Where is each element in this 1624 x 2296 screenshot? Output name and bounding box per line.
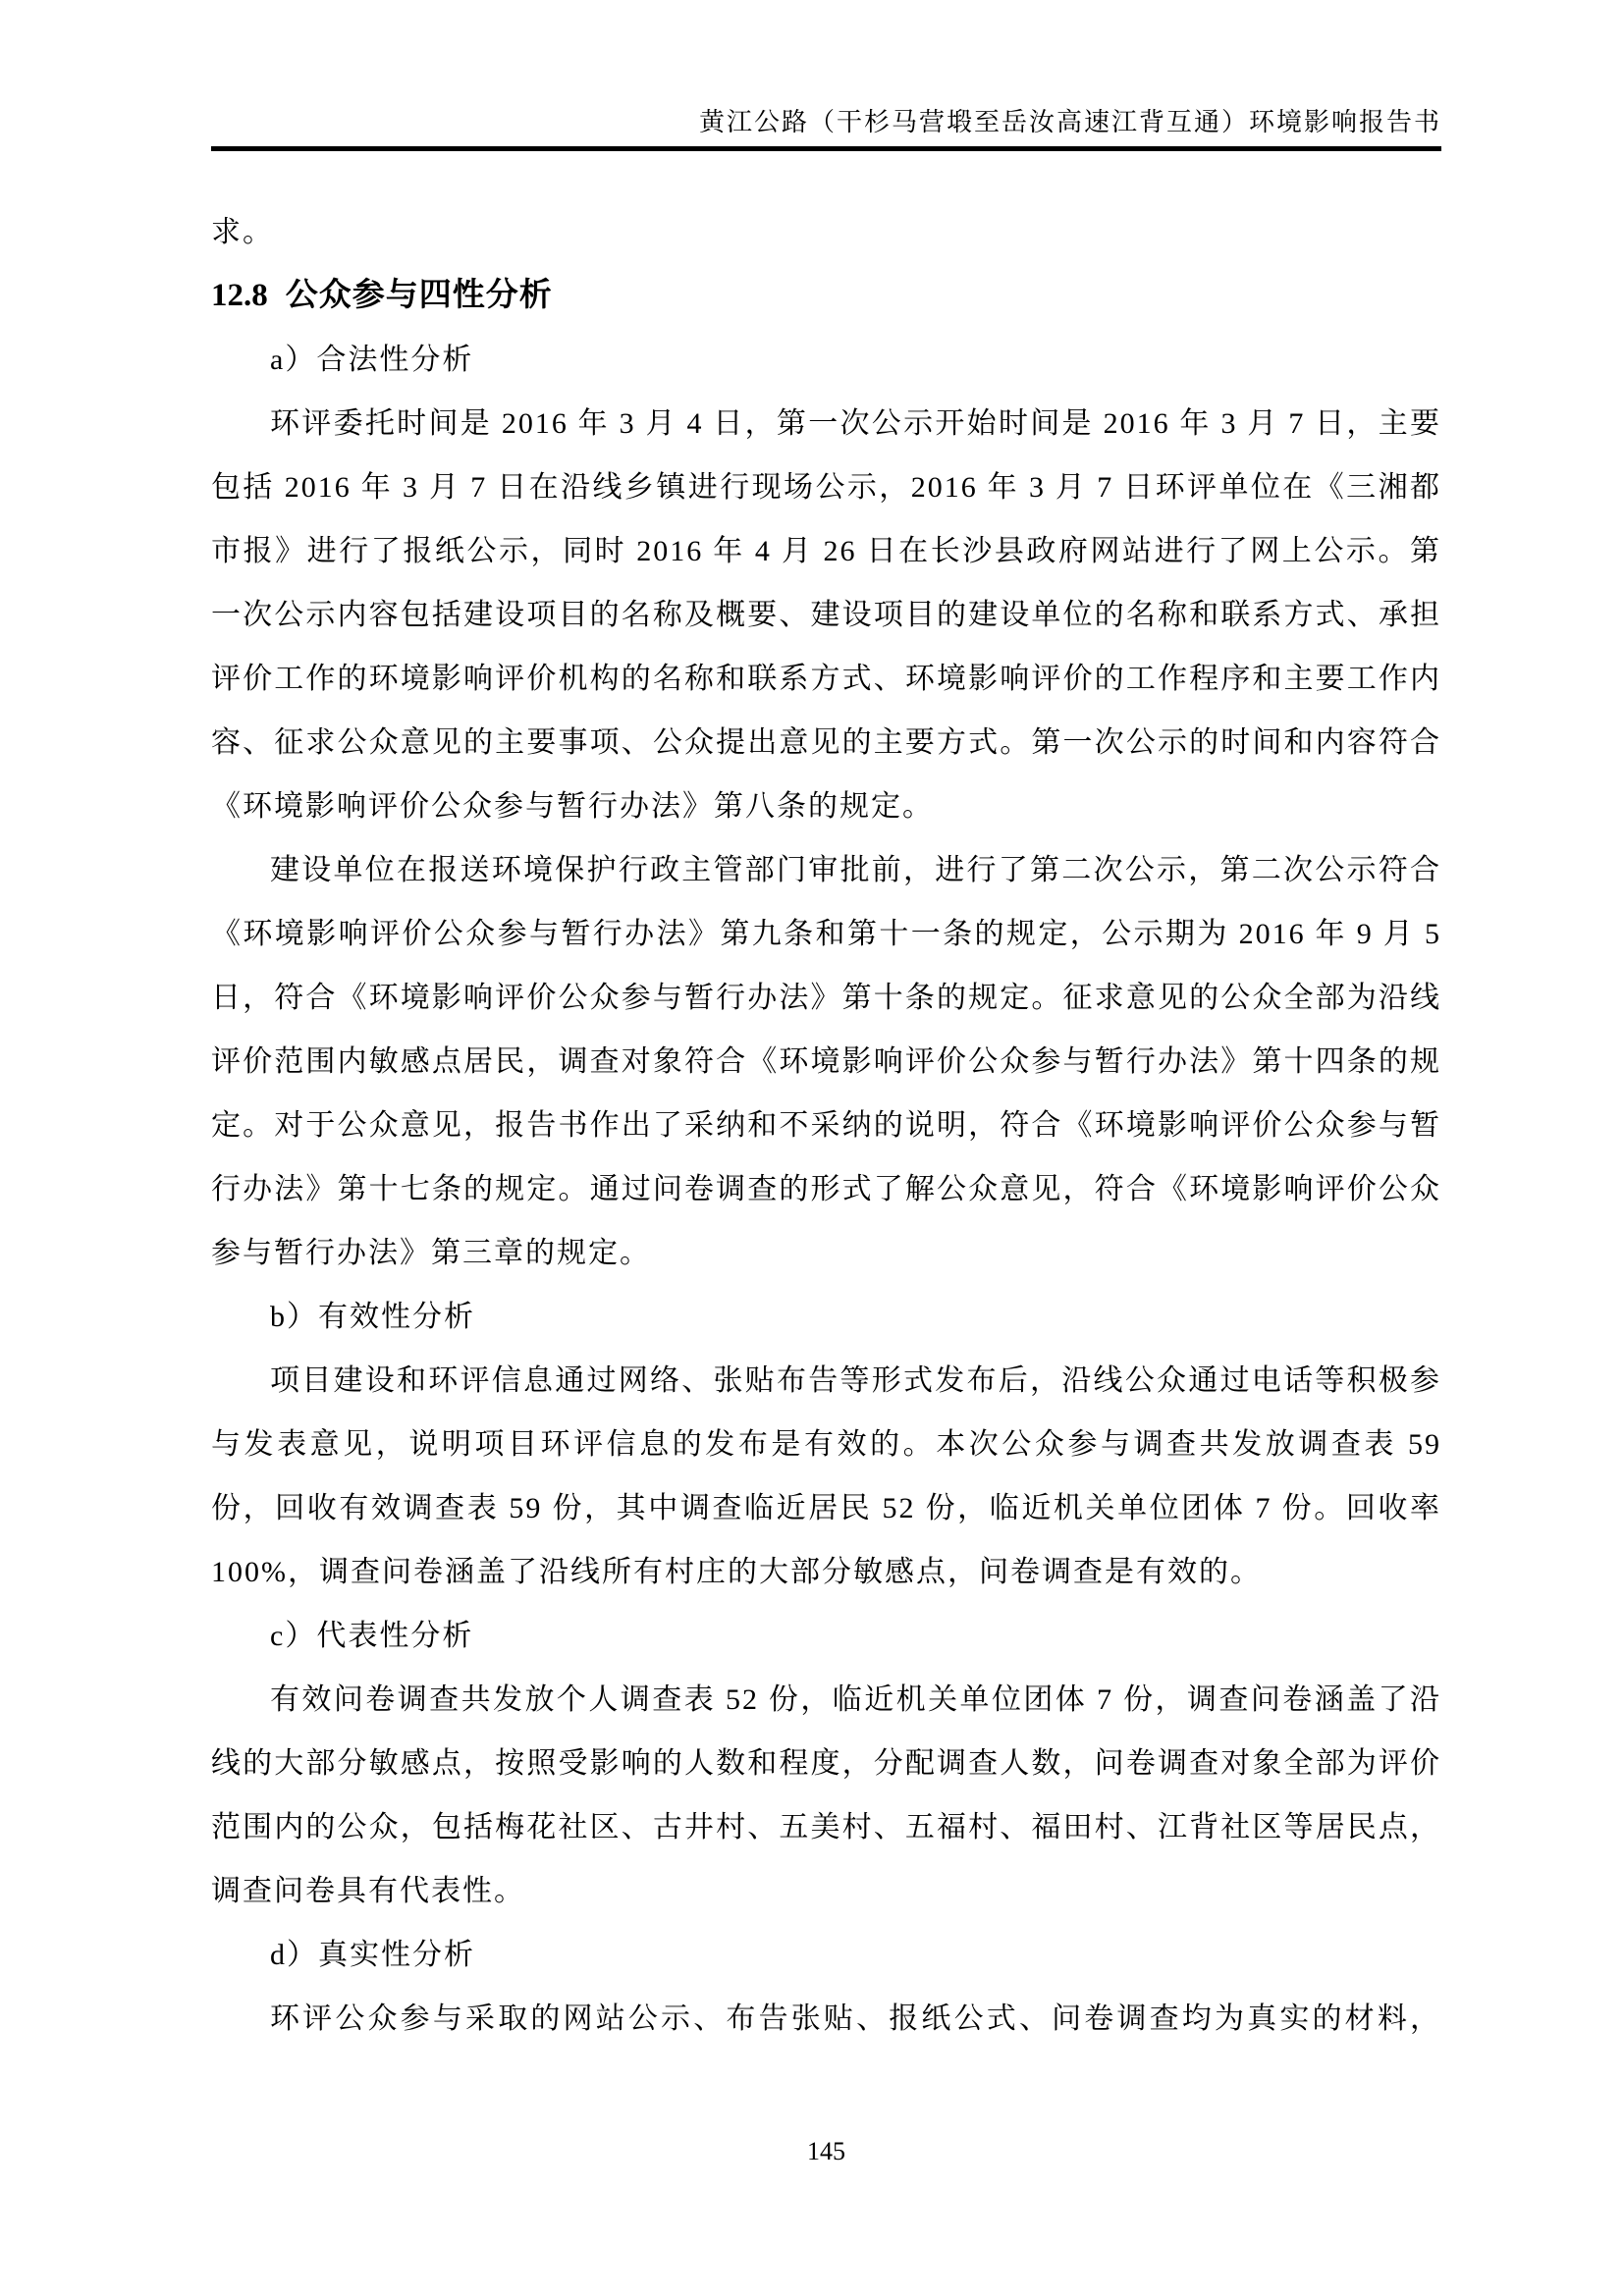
subheading-representativeness: c）代表性分析	[270, 1620, 474, 1652]
section-heading	[211, 264, 1441, 328]
subheading-effectiveness: b）有效性分析	[270, 1301, 475, 1333]
subheading-authenticity: d）真实性分析	[270, 1939, 475, 1971]
section-title: 公众参与四性分析	[285, 278, 553, 313]
subheading-legality: a）合法性分析	[270, 344, 474, 376]
paragraph-representativeness-1: 有效问卷调查共发放个人调查表 52 份，临近机关单位团体 7 份，调查问卷涵盖了沿线的大部分敏感点，按照受影响的人数和程度，分配调查人数，问卷调查对象全部为评价范围内的公众，包括梅花社区、古井村、五美村、五福村、福田村、江背社区等居民点，调查问卷具有代表性。	[211, 1683, 1441, 1907]
document-body	[211, 200, 1441, 2051]
paragraph-legality-1: 环评委托时间是 2016 年 3 月 4 日，第一次公示开始时间是 2016 年 3 月 7 日，主要包括 2016 年 3 月 7 日在沿线乡镇进行现场公示，2016 年 3 月 7 日环评单位在《三湘都市报》进行了报纸公示，同时 2016 年 4 月 26 日在长沙县政府网站进行了网上公示。第一次公示内容包括建设项目的名称及概要、建设项目的建设单位的名称和联系方式、承担评价工作的环境影响评价机构的名称和联系方式、环境影响评价的工作程序和主要工作内容、征求公众意见的主要事项、公众提出意见的主要方式。第一次公示的时间和内容符合《环境影响评价公众参与暂行办法》第八条的规定。	[211, 407, 1441, 823]
paragraph-legality-2: 建设单位在报送环境保护行政主管部门审批前，进行了第二次公示，第二次公示符合《环境影响评价公众参与暂行办法》第九条和第十一条的规定，公示期为 2016 年 9 月 5 日，符合《环境影响评价公众参与暂行办法》第十条的规定。征求意见的公众全部为沿线评价范围内敏感点居民，调查对象符合《环境影响评价公众参与暂行办法》第十四条的规定。对于公众意见，报告书作出了采纳和不采纳的说明，符合《环境影响评价公众参与暂行办法》第十七条的规定。通过问卷调查的形式了解公众意见，符合《环境影响评价公众参与暂行办法》第三章的规定。	[211, 854, 1441, 1269]
header-rule	[211, 146, 1441, 151]
running-header-title: 黄江公路（干杉马营塅至岳汝高速江背互通）环境影响报告书	[698, 108, 1441, 136]
page-header	[211, 102, 1441, 151]
paragraph-effectiveness-1: 项目建设和环评信息通过网络、张贴布告等形式发布后，沿线公众通过电话等积极参与发表意见，说明项目环评信息的发布是有效的。本次公众参与调查共发放调查表 59 份，回收有效调查表 59 份，其中调查临近居民 52 份，临近机关单位团体 7 份。回收率 100%，调查问卷涵盖了沿线所有村庄的大部分敏感点，问卷调查是有效的。	[211, 1364, 1441, 1588]
paragraph-continuation: 求。	[211, 216, 274, 248]
page-footer	[211, 2132, 1441, 2171]
section-number: 12.8	[211, 278, 268, 313]
page-number: 145	[807, 2137, 845, 2165]
paragraph-authenticity-1: 环评公众参与采取的网站公示、布告张贴、报纸公式、问卷调查均为真实的材料，	[270, 2002, 1441, 2035]
